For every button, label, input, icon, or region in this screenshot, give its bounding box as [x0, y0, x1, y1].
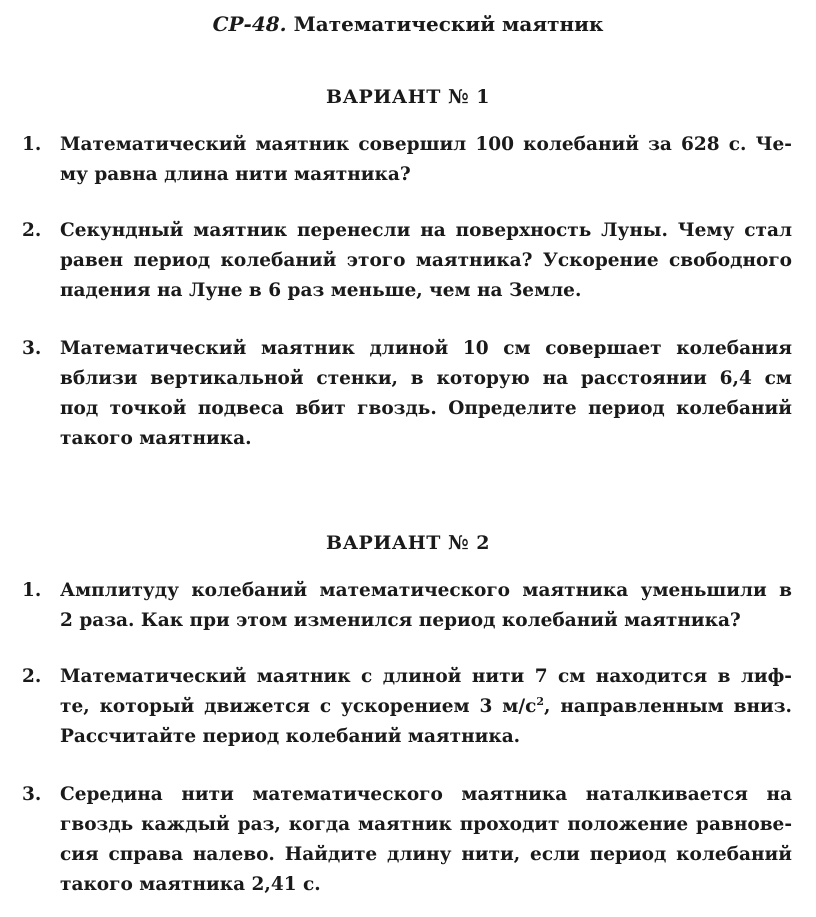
task-line: Математический маятник совершил 100 колебаний за 628 с. Че- — [60, 134, 792, 155]
task-line: падения на Луне в 6 раз меньше, чем на Земле. — [60, 280, 582, 301]
variant-2-heading: ВАРИАНТ № 2 — [326, 532, 490, 554]
superscript: 2 — [536, 694, 545, 708]
task-number: 3. — [22, 338, 42, 359]
task-line: Середина нити математического маятника наталкивается на — [60, 784, 792, 805]
task-line-part: те, который движется с ускорением 3 м/с — [60, 696, 537, 717]
task-number: 1. — [22, 134, 42, 155]
task-number: 3. — [22, 784, 42, 805]
task-line: гвоздь каждый раз, когда маятник проходит положение равнове- — [60, 814, 792, 835]
task-line-part: , направленным вниз. — [544, 696, 792, 717]
task-line: такого маятника. — [60, 428, 252, 449]
work-title: Математический маятник — [293, 12, 604, 36]
task-line: Математический маятник с длиной нити 7 см находится в лиф- — [60, 666, 792, 687]
variant-2-task-2 — [22, 662, 792, 752]
task-line — [60, 692, 792, 722]
task-line: сия справа налево. Найдите длину нити, если период колебаний — [60, 844, 792, 865]
variant-1-task-1 — [22, 130, 792, 190]
task-text — [60, 576, 792, 636]
task-line: такого маятника 2,41 с. — [60, 874, 321, 895]
task-line: Секундный маятник перенесли на поверхность Луны. Чему стал — [60, 220, 792, 241]
task-text — [60, 130, 792, 190]
variant-1-task-3 — [22, 334, 792, 454]
task-line: Математический маятник длиной 10 см совершает колебания — [60, 338, 792, 359]
task-text — [60, 662, 792, 752]
task-line: под точкой подвеса вбит гвоздь. Определите период колебаний — [60, 398, 792, 419]
work-code: СР-48. — [212, 12, 287, 36]
variant-2-task-3 — [22, 780, 792, 900]
variant-1-heading: ВАРИАНТ № 1 — [326, 86, 490, 108]
task-number: 2. — [22, 220, 42, 241]
task-line: равен период колебаний этого маятника? Ускорение свободного — [60, 250, 792, 271]
task-line: Амплитуду колебаний математического маятника уменьшили в — [60, 580, 792, 601]
variant-1-task-2 — [22, 216, 792, 306]
task-number: 1. — [22, 580, 42, 601]
page-title — [0, 12, 816, 36]
variant-2-task-1 — [22, 576, 792, 636]
task-text — [60, 780, 792, 900]
task-text — [60, 334, 792, 454]
task-line: Рассчитайте период колебаний маятника. — [60, 726, 521, 747]
task-line: 2 раза. Как при этом изменился период колебаний маятника? — [60, 610, 741, 631]
task-number: 2. — [22, 666, 42, 687]
task-text — [60, 216, 792, 306]
task-line: вблизи вертикальной стенки, в которую на расстоянии 6,4 см — [60, 368, 792, 389]
task-line: му равна длина нити маятника? — [60, 164, 411, 185]
